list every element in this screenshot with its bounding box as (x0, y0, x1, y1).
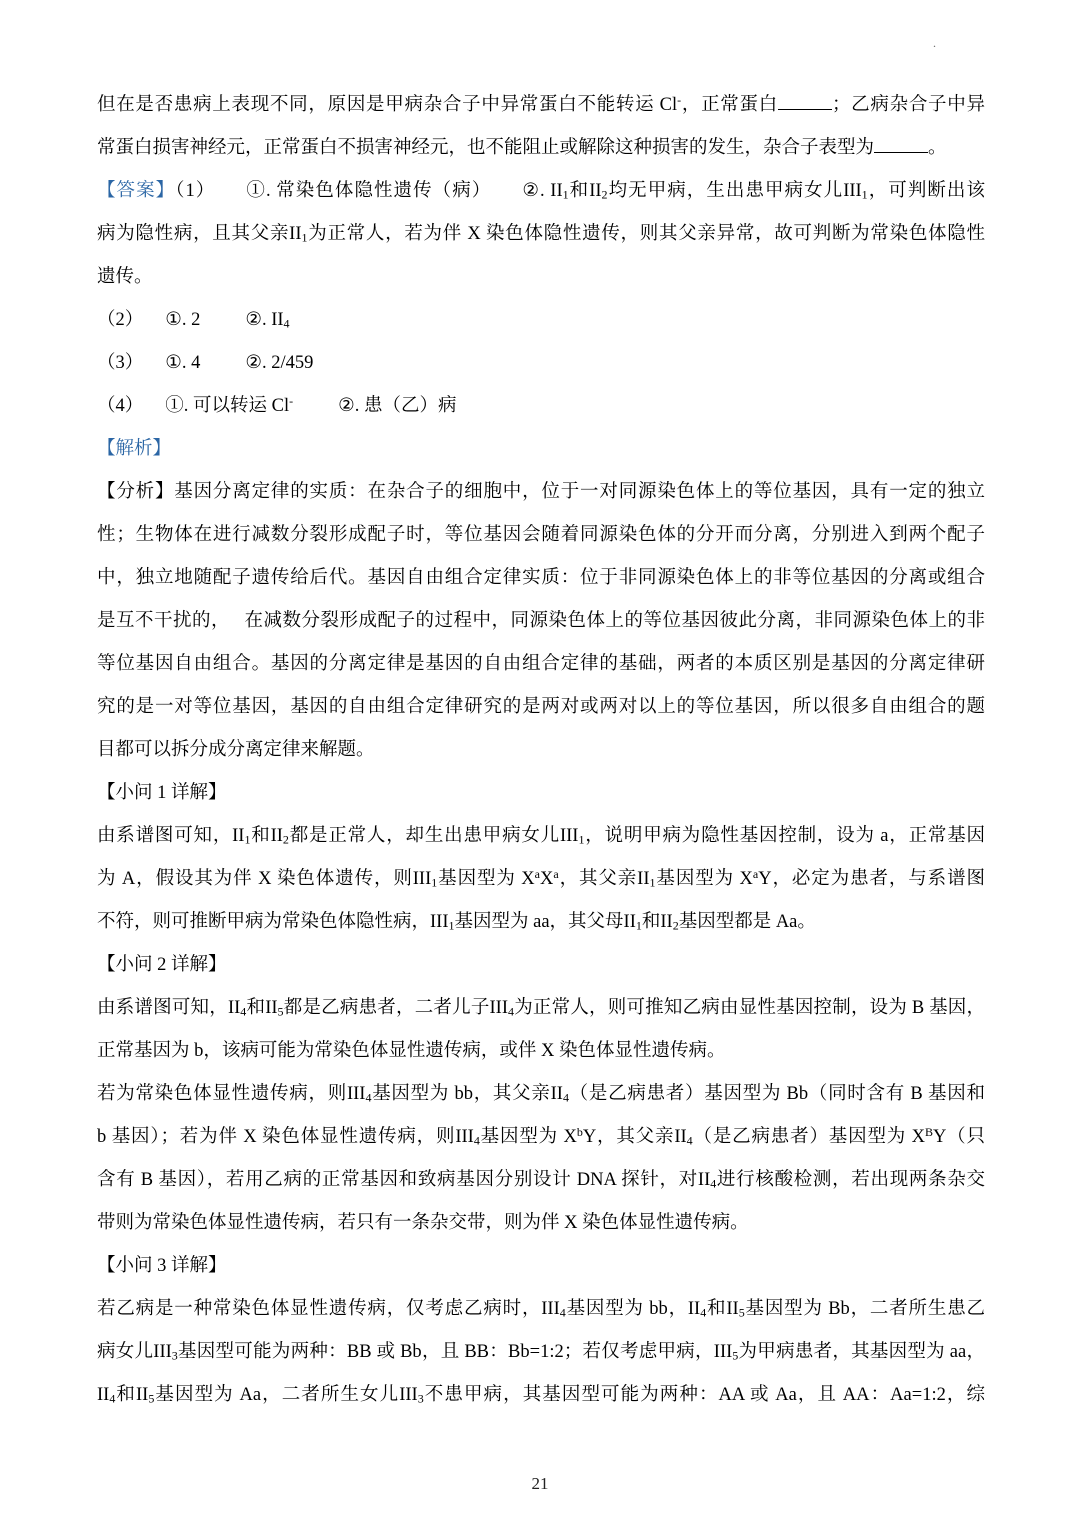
section-label: 【解析】 (97, 439, 172, 459)
document-body (97, 84, 985, 1417)
text-run: 【分析】基因分离定律的实质：在杂合子的细胞中，位于一对同源染色体上的等位基因，具有一定的独立 (97, 482, 985, 502)
text-line (97, 471, 985, 514)
superscript: b (576, 1125, 583, 1139)
text-run: （4） (97, 396, 144, 416)
subscript: 2 (672, 918, 679, 933)
text-run: 均无甲病，生出患甲病女儿III (607, 181, 862, 201)
text-line (97, 84, 985, 127)
text-line (97, 1030, 985, 1073)
text-run: 基因型都是 Aa。 (678, 912, 816, 932)
text-run: 和II (246, 998, 278, 1018)
text-run: 基因型可能为两种：BB 或 Bb，且 BB：Bb=1:2；若仅考虑甲病，III (177, 1342, 733, 1362)
text-run: ，正常蛋白 (681, 95, 778, 115)
superscript: B (924, 1125, 933, 1139)
subscript: 5 (732, 1348, 739, 1363)
subscript: 1 (431, 875, 438, 890)
superscript: - (289, 394, 294, 408)
text-line (97, 1073, 985, 1116)
text-line (97, 1202, 985, 1245)
text-run: Y（只 (932, 1127, 985, 1147)
subscript: 1 (301, 230, 308, 245)
text-run: 等位基因自由组合。基因的分离定律是基因的自由组合定律的基础，两者的本质区别是基因的分离定律研 (97, 654, 985, 674)
subscript: 4 (283, 316, 290, 331)
text-run: 病女儿III (97, 1342, 172, 1362)
text-run: ①. 可以转运 Cl (165, 396, 290, 416)
gap-spacer (143, 324, 165, 325)
text-run: 和II (568, 181, 602, 201)
text-run: Y，其父亲II (582, 1127, 687, 1147)
subscript: 4 (508, 1004, 515, 1019)
text-run: （3） (97, 353, 144, 373)
subscript: 4 (473, 1133, 480, 1148)
text-line (97, 600, 985, 643)
text-line (97, 772, 985, 815)
gap-spacer (491, 195, 521, 196)
subscript: 5 (148, 1391, 155, 1406)
text-line (97, 1331, 985, 1374)
text-line (97, 256, 985, 299)
text-run: （1） (175, 181, 216, 201)
text-line (97, 385, 985, 428)
subscript: 4 (686, 1133, 693, 1148)
text-run: 进行核酸检测，若出现两条杂交 (716, 1170, 985, 1190)
text-line (97, 1159, 985, 1202)
text-run: 基因型为 X (437, 869, 535, 889)
subscript: 1 (244, 832, 251, 847)
text-line (97, 944, 985, 987)
text-run: 基因型为 Bb，二者所生患乙 (744, 1299, 986, 1319)
text-run: 。 (928, 138, 947, 158)
text-run: 为甲病患者，其基因型为 aa， (738, 1342, 985, 1362)
text-run: 和II (115, 1385, 149, 1405)
subscript: 4 (240, 1004, 247, 1019)
text-line (97, 729, 985, 772)
text-line (97, 170, 985, 213)
text-run: ②. II (521, 181, 563, 201)
gap-spacer (200, 324, 245, 325)
subscript: 4 (109, 1391, 116, 1406)
subscript: 4 (562, 1090, 569, 1105)
gap-spacer (293, 410, 338, 411)
text-line (97, 1374, 985, 1417)
text-run: 和II (250, 826, 283, 846)
text-run: 遗传。 (97, 267, 153, 287)
text-run: ①. 4 (165, 353, 201, 373)
text-run: ②. 2/459 (245, 353, 314, 373)
subscript: 4 (700, 1305, 707, 1320)
subscript: 2 (601, 187, 608, 202)
superscript: - (677, 93, 682, 107)
stray-dot: . (933, 36, 936, 50)
text-run: 不符，则可推断甲病为常染色体隐性病，III (97, 912, 449, 932)
subscript: 4 (710, 1176, 717, 1191)
text-line (97, 987, 985, 1030)
page-number: 21 (531, 1474, 549, 1493)
text-run: b 基因）；若为伴 X 染色体显性遗传病，则III (97, 1127, 474, 1147)
gap-spacer (143, 410, 165, 411)
subscript: 5 (277, 1004, 284, 1019)
text-run: X (539, 869, 554, 889)
text-line (97, 342, 985, 385)
text-run: 但在是否患病上表现不同，原因是甲病杂合子中异常蛋白不能转运 Cl (97, 95, 678, 115)
text-run: 性；生物体在进行减数分裂形成配子时，等位基因会随着同源染色体的分开而分离，分别进入到两个配子 (97, 525, 985, 545)
text-run: ①. 常染色体隐性遗传（病） (245, 181, 492, 201)
text-run: 正常基因为 b，该病可能为常染色体显性遗传病，或伴 X 染色体显性遗传病。 (97, 1041, 726, 1061)
text-run: ②. 患（乙）病 (338, 396, 457, 416)
text-run: 由系谱图可知，II (97, 826, 245, 846)
text-line (97, 686, 985, 729)
subscript: 1 (861, 187, 868, 202)
text-run: （2） (97, 310, 144, 330)
text-line (97, 514, 985, 557)
subscript: 1 (448, 918, 455, 933)
text-line (97, 858, 985, 901)
superscript: a (534, 867, 540, 881)
text-line (97, 815, 985, 858)
text-run: 由系谱图可知，II (97, 998, 241, 1018)
gap-spacer (200, 367, 245, 368)
superscript: a (553, 867, 559, 881)
blank-underline (778, 95, 832, 110)
text-run: ，其父亲II (558, 869, 650, 889)
subscript: 4 (365, 1090, 372, 1105)
text-run: 是互不干扰的， (97, 611, 230, 631)
text-run: 基因型为 bb，II (565, 1299, 701, 1319)
text-line (97, 901, 985, 944)
text-line (97, 643, 985, 686)
gap-spacer (230, 625, 244, 626)
text-run: 为正常人，则可推知乙病由显性基因控制，设为 B 基因， (514, 998, 986, 1018)
text-run: 【小问 3 详解】 (97, 1256, 227, 1276)
gap-spacer (215, 195, 245, 196)
text-run: 基因型为 bb，其父亲II (371, 1084, 563, 1104)
text-line (97, 428, 985, 471)
text-run: 不患甲病，其基因型可能为两种：AA 或 Aa，且 AA：Aa=1:2，综 (423, 1385, 986, 1405)
text-run: 基因型为 aa，其父母II (454, 912, 636, 932)
text-run: 都是正常人，却生出患甲病女儿III (288, 826, 579, 846)
superscript: a (752, 867, 759, 881)
text-run: （是乙病患者）基因型为 X (692, 1127, 925, 1147)
text-run: ②. II (245, 310, 284, 330)
text-run: 【小问 2 详解】 (97, 955, 227, 975)
text-run: 含有 B 基因），若用乙病的正常基因和致病基因分别设计 DNA 探针，对II (97, 1170, 711, 1190)
text-run: 带则为常染色体显性遗传病，若只有一条杂交带，则为伴 X 染色体显性遗传病。 (97, 1213, 749, 1233)
subscript: 1 (562, 187, 569, 202)
text-run: 若为常染色体显性遗传病，则III (97, 1084, 366, 1104)
text-line (97, 557, 985, 600)
text-run: 【小问 1 详解】 (97, 783, 227, 803)
text-run: 基因型为 X (655, 869, 753, 889)
text-run: ；乙病杂合子中异 (831, 95, 985, 115)
text-run: 究的是一对等位基因，基因的自由组合定律研究的是两对或两对以上的等位基因，所以很多自由组合的题 (97, 697, 985, 717)
text-run: 和II (706, 1299, 739, 1319)
text-run: 目都可以拆分成分离定律来解题。 (97, 740, 375, 760)
text-run: II (97, 1385, 110, 1405)
gap-spacer (143, 367, 165, 368)
subscript: 2 (282, 832, 289, 847)
text-run: 和II (641, 912, 673, 932)
text-run: 为正常人，若为伴 X 染色体隐性遗传，则其父亲异常，故可判断为常染色体隐性 (307, 224, 985, 244)
text-run: 病为隐性病，且其父亲II (97, 224, 302, 244)
text-run: 都是乙病患者，二者儿子III (283, 998, 509, 1018)
section-label: 【答案】 (97, 181, 176, 201)
text-run: 若乙病是一种常染色体显性遗传病，仅考虑乙病时，III (97, 1299, 560, 1319)
text-line (97, 299, 985, 342)
text-run: 在减数分裂形成配子的过程中，同源染色体上的等位基因彼此分离，非同源染色体上的非 (244, 611, 985, 631)
subscript: 1 (578, 832, 585, 847)
text-run: ①. 2 (165, 310, 201, 330)
text-run: （是乙病患者）基因型为 Bb（同时含有 B 基因和 (568, 1084, 986, 1104)
blank-underline (874, 138, 928, 153)
text-run: 为 A，假设其为伴 X 染色体遗传，则III (97, 869, 432, 889)
subscript: 3 (417, 1391, 424, 1406)
subscript: 4 (559, 1305, 566, 1320)
text-line (97, 1116, 985, 1159)
text-run: Y，必定为患者，与系谱图 (758, 869, 985, 889)
subscript: 3 (171, 1348, 178, 1363)
text-line (97, 127, 985, 170)
text-run: ，说明甲病为隐性基因控制，设为 a，正常基因 (584, 826, 986, 846)
subscript: 1 (649, 875, 656, 890)
text-run: ，可判断出该 (867, 181, 985, 201)
subscript: 5 (738, 1305, 745, 1320)
text-run: 基因型为 X (479, 1127, 577, 1147)
text-line (97, 1288, 985, 1331)
text-line (97, 213, 985, 256)
subscript: 1 (635, 918, 642, 933)
text-run: 基因型为 Aa，二者所生女儿III (154, 1385, 418, 1405)
text-run: 中，独立地随配子遗传给后代。基因自由组合定律实质：位于非同源染色体上的非等位基因的分离或组合 (97, 568, 985, 588)
text-line (97, 1245, 985, 1288)
text-run: 常蛋白损害神经元，正常蛋白不损害神经元，也不能阻止或解除这种损害的发生，杂合子表型为 (97, 138, 875, 158)
